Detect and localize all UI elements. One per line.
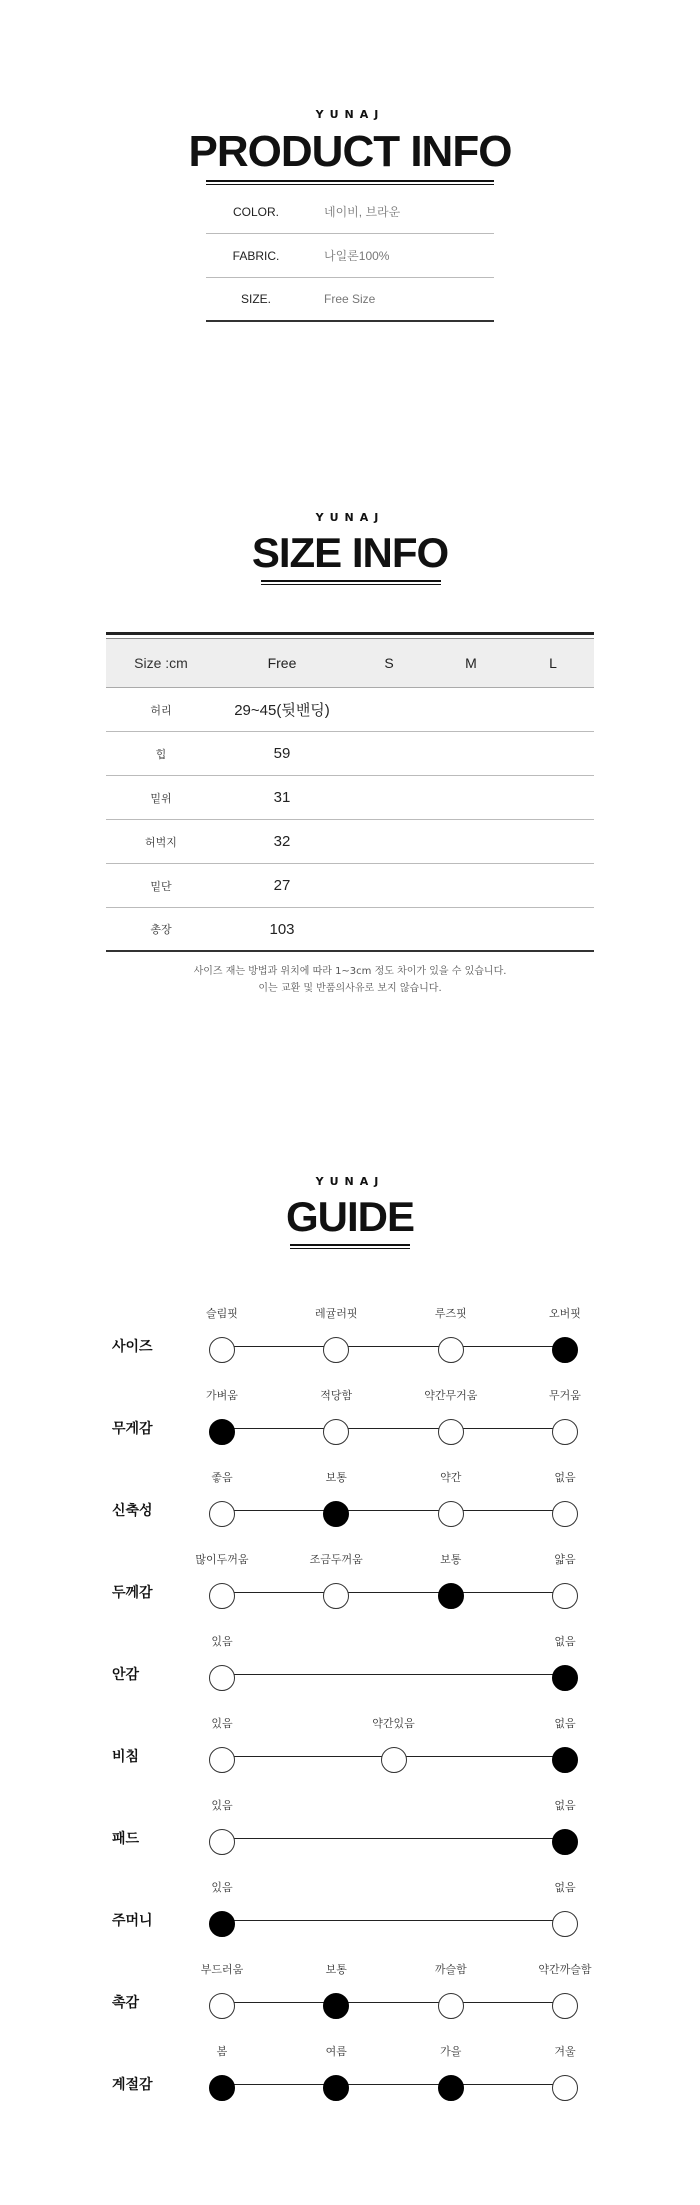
brand-name: YUNAJ [315,511,385,524]
selected-dot [552,1337,578,1363]
selected-dot [552,1829,578,1855]
row-label: FABRIC. [232,248,280,263]
guide-option-label: 많이두꺼움 [195,1553,249,1566]
guide-option [172,2044,272,2101]
unselected-dot [209,1665,235,1691]
guide-scale-line [222,2084,565,2085]
table-header [106,638,594,688]
unselected-dot [323,1337,349,1363]
selected-dot [438,2075,464,2101]
guide-row [0,1880,700,1940]
guide-option [172,1306,272,1363]
header-size: Size :cm [134,655,188,671]
guide-option-label: 없음 [554,1635,576,1648]
header-free: Free [267,655,297,671]
guide-row-label: 촉감 [112,1995,140,2011]
guide-option-label: 루즈핏 [434,1307,467,1320]
guide-option [286,1306,386,1363]
selected-dot [209,2075,235,2101]
guide-option [172,1716,272,1773]
row-label: COLOR. [232,204,279,219]
unselected-dot [323,1419,349,1445]
guide-option [401,1962,501,2019]
guide-option-label: 좋음 [211,1471,233,1484]
guide-option [515,1552,615,1609]
guide-option-label: 오버핏 [549,1307,581,1320]
guide-option-label: 가벼움 [206,1389,238,1402]
guide-option-label: 가을 [440,2045,462,2058]
unselected-dot [438,1419,464,1445]
table-row [106,732,594,776]
guide-option-label: 적당함 [320,1389,353,1402]
measure-name: 허리 [150,704,172,717]
guide-option-label: 있음 [211,1635,233,1648]
guide-option-label: 있음 [211,1881,233,1894]
guide-scale-line [222,1920,565,1921]
unselected-dot [209,1337,235,1363]
guide-row-label: 사이즈 [112,1339,153,1355]
guide-row-label: 안감 [112,1667,140,1683]
selected-dot [323,1993,349,2019]
unselected-dot [323,1583,349,1609]
guide-option [172,1634,272,1691]
table-row [206,278,494,322]
measure-name: 힙 [155,748,167,761]
guide-option [401,1552,501,1609]
guide-option-label: 무거움 [549,1389,581,1402]
brand-name: YUNAJ [315,108,385,121]
table-row [106,908,594,952]
guide-option [515,1306,615,1363]
guide-option-label: 없음 [554,1717,576,1730]
guide-option [515,1880,615,1937]
guide-row-label: 주머니 [112,1913,153,1929]
guide-option [286,1962,386,2019]
guide-row-label: 두께감 [112,1585,153,1601]
guide-option-label: 레귤러핏 [314,1307,358,1320]
row-value: 네이비, 브라운 [324,205,401,219]
measure-name: 밑위 [150,792,172,805]
guide-option [401,1388,501,1445]
guide-row-label: 패드 [112,1831,140,1847]
unselected-dot [381,1747,407,1773]
guide-option-label: 조금두꺼움 [309,1553,363,1566]
measure-free: 31 [273,789,291,806]
unselected-dot [209,1993,235,2019]
measure-free: 59 [273,745,291,762]
selected-dot [209,1419,235,1445]
row-value: Free Size [324,292,376,306]
guide-option [344,1716,444,1773]
guide-row [0,1552,700,1612]
guide-option [172,1880,272,1937]
guide-option [401,2044,501,2101]
unselected-dot [438,1993,464,2019]
table-row [206,234,494,278]
guide-row [0,1634,700,1694]
guide-option-label: 보통 [325,1471,347,1484]
guide-row [0,1962,700,2022]
guide-option [515,1470,615,1527]
measure-name: 총장 [150,924,172,936]
guide-option-label: 봄 [216,2045,228,2058]
measure-name: 밑단 [150,880,172,893]
guide-option [286,2044,386,2101]
guide-option [172,1552,272,1609]
guide-option-label: 약간있음 [372,1717,415,1730]
row-value: 나일론100% [324,249,390,263]
selected-dot [209,1911,235,1937]
measure-free: 27 [273,877,291,894]
guide-option [401,1470,501,1527]
header-m: M [465,655,477,671]
guide-option [515,1388,615,1445]
unselected-dot [552,2075,578,2101]
guide-row-label: 신축성 [112,1503,153,1519]
guide-option-label: 여름 [325,2045,347,2058]
measure-free: 32 [273,833,291,850]
guide-row [0,1470,700,1530]
guide-scale-line [222,1674,565,1675]
guide-option-label: 없음 [554,1471,576,1484]
guide-option-label: 부드러움 [200,1963,244,1976]
table-row [106,688,594,732]
selected-dot [552,1747,578,1773]
selected-dot [438,1583,464,1609]
guide-scale-line [222,1592,565,1593]
size-note-2: 이는 교환 및 반품의사유로 보지 않습니다. [258,983,442,994]
guide-option-label: 슬림핏 [206,1307,238,1320]
guide-option-label: 약간 [440,1471,462,1484]
header-l: L [549,655,557,671]
size-info-title: SIZE INFO [251,529,449,576]
guide-option-label: 약간까슬함 [538,1963,592,1976]
guide-option [286,1470,386,1527]
guide-option [515,2044,615,2101]
unselected-dot [209,1829,235,1855]
guide-option [401,1306,501,1363]
guide-row [0,1388,700,1448]
guide-option-label: 있음 [211,1717,233,1730]
guide-scale-line [222,1838,565,1839]
guide-option-label: 보통 [325,1963,347,1976]
unselected-dot [552,1911,578,1937]
guide-option-label: 있음 [211,1799,233,1812]
guide-option-label: 겨울 [554,2045,576,2058]
table-row [106,776,594,820]
guide-scale-line [222,1510,565,1511]
guide-row [0,2044,700,2104]
guide-row-label: 무게감 [112,1421,153,1437]
size-table [106,632,594,952]
product-info-title: PRODUCT INFO [188,127,512,176]
title-underline [261,580,441,585]
guide-option [286,1552,386,1609]
selected-dot [323,1501,349,1527]
size-note-1: 사이즈 재는 방법과 위치에 따라 1~3cm 정도 차이가 있을 수 있습니다. [193,966,507,977]
title-underline [206,180,494,185]
guide-option [515,1798,615,1855]
guide-option [515,1716,615,1773]
guide-option [172,1798,272,1855]
unselected-dot [209,1501,235,1527]
guide-option-label: 보통 [440,1553,462,1566]
measure-free: 103 [269,920,295,938]
guide-scale-line [222,1428,565,1429]
table-row [106,820,594,864]
table-row [206,190,494,234]
unselected-dot [209,1747,235,1773]
guide-option [172,1962,272,2019]
unselected-dot [552,1993,578,2019]
guide-option-label: 까슬함 [434,1963,467,1976]
unselected-dot [552,1583,578,1609]
product-info-table [206,190,494,322]
guide-option [286,1388,386,1445]
guide-scale-line [222,2002,565,2003]
guide-row-label: 비침 [112,1749,140,1765]
guide-option-label: 없음 [554,1799,576,1812]
unselected-dot [438,1337,464,1363]
guide-option-label: 얇음 [554,1553,576,1566]
selected-dot [552,1665,578,1691]
guide-option [515,1634,615,1691]
row-label: SIZE. [240,292,271,306]
unselected-dot [209,1583,235,1609]
unselected-dot [552,1419,578,1445]
guide-option [172,1388,272,1445]
title-underline [290,1244,410,1249]
unselected-dot [438,1501,464,1527]
guide-row [0,1716,700,1776]
brand-name: YUNAJ [315,1175,385,1188]
table-row [106,864,594,908]
guide-option-label: 약간무거움 [424,1389,478,1402]
unselected-dot [552,1501,578,1527]
guide-option [515,1962,615,2019]
guide-option [172,1470,272,1527]
header-s: S [384,655,394,671]
selected-dot [323,2075,349,2101]
guide-title: GUIDE [285,1193,414,1240]
guide-row-label: 계절감 [112,2077,153,2093]
guide-option-label: 없음 [554,1881,576,1894]
guide-row [0,1306,700,1366]
measure-free: 29~45(뒷밴딩) [234,702,330,719]
guide-scale-line [222,1346,565,1347]
guide-row [0,1798,700,1858]
measure-name: 허벅지 [145,836,177,849]
